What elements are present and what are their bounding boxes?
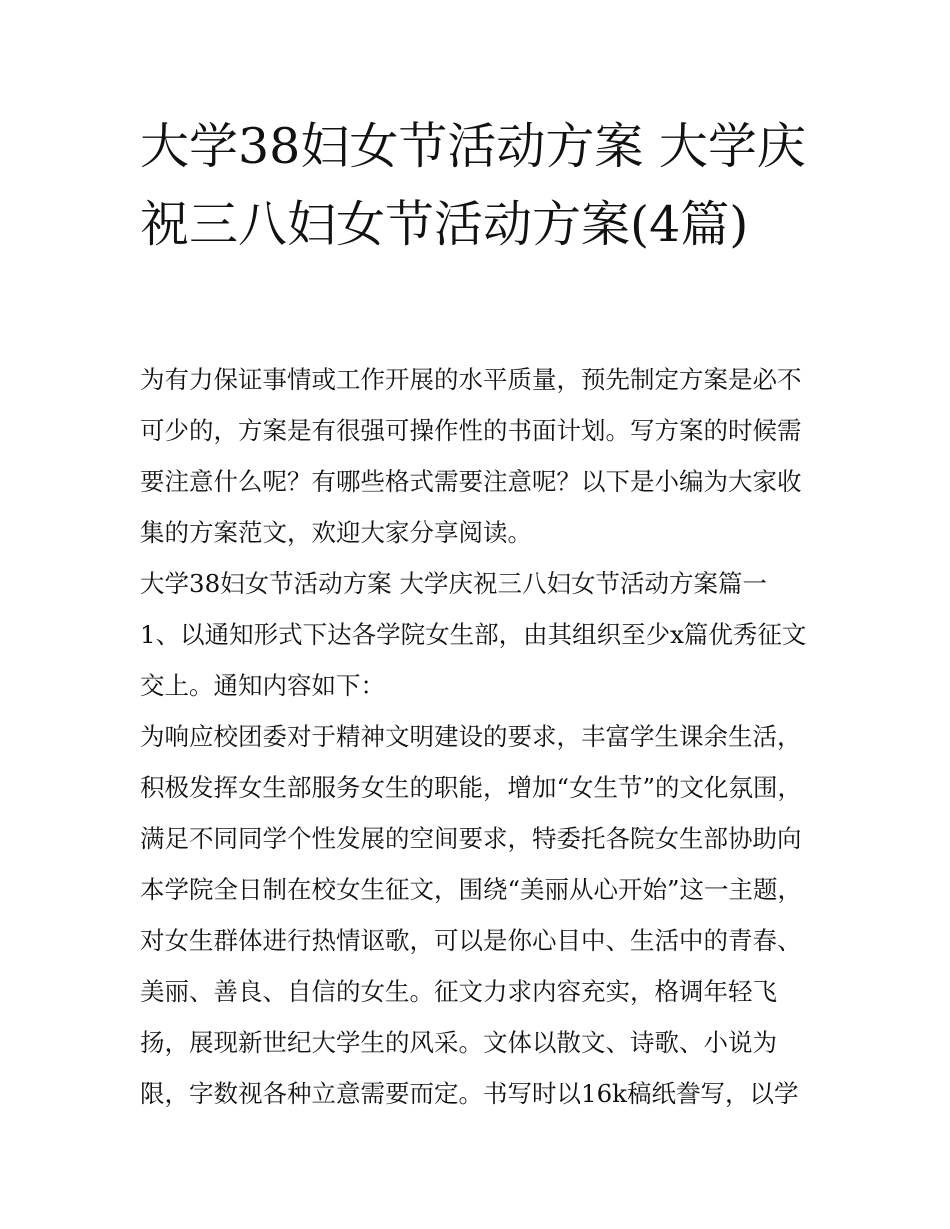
intro-paragraph: 为有力保证事情或工作开展的水平质量，预先制定方案是必不可少的，方案是有很强可操作性的书面计划。写方案的时候需要注意什么呢？有哪些格式需要注意呢？以下是小编为大家收集的方案范文，欢迎大家分享阅读。	[140, 365, 802, 547]
document-title: 大学38妇女节活动方案 大学庆祝三八妇女节活动方案(4篇)	[140, 118, 806, 253]
step-one-paragraph: 1、以通知形式下达各学院女生部，由其组织至少x篇优秀征文交上。通知内容如下：	[140, 620, 807, 700]
section-heading: 大学38妇女节活动方案 大学庆祝三八妇女节活动方案篇一	[140, 569, 767, 598]
document-body	[140, 354, 816, 1119]
notice-paragraph: 为响应校团委对于精神文明建设的要求，丰富学生课余生活，积极发挥女生部服务女生的职能，增加“女生节”的文化氛围，满足不同同学个性发展的空间要求，特委托各院女生部协助向本学院全日制在校女生征文，围绕“美丽从心开始”这一主题，对女生群体进行热情讴歌，可以是你心目中、生活中的青春、美丽、善良、自信的女生。征文力求内容充实，格调年轻飞扬，展现新世纪大学生的风采。文体以散文、诗歌、小说为限，字数视各种立意需要而定。书写时以16k稿纸誊写，以学	[140, 722, 803, 1108]
